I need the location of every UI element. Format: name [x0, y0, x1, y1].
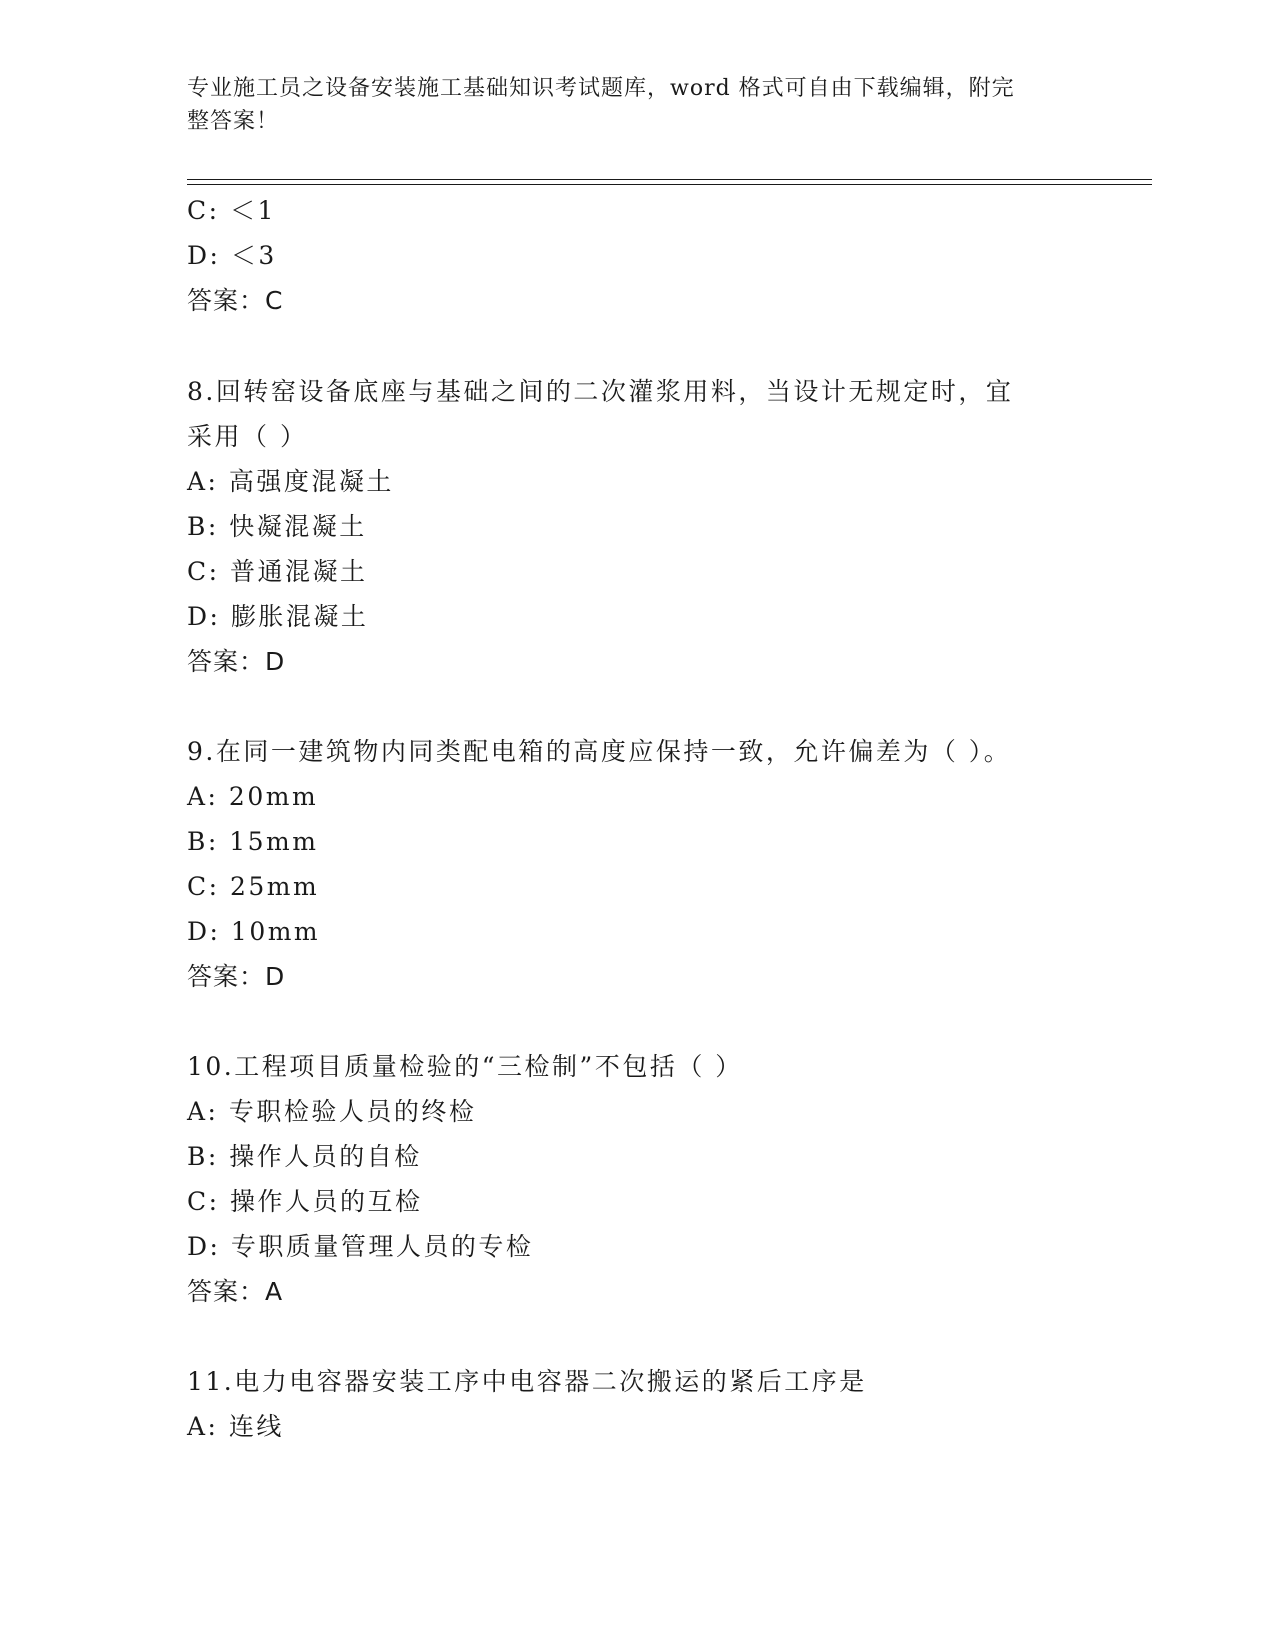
q9-stem: 9.在同一建筑物内同类配电箱的高度应保持一致，允许偏差为（ ）。 [187, 737, 1012, 766]
q9-option-c: C: 25mm [187, 872, 320, 901]
q10-option-a: A: 专职检验人员的终检 [187, 1097, 477, 1126]
header-divider-bottom [187, 184, 1152, 185]
q8-option-a: A: 高强度混凝土 [187, 467, 394, 496]
q10-option-b: B: 操作人员的自检 [187, 1142, 422, 1171]
q7-answer: 答案：C [187, 286, 284, 315]
header-line-2: 整答案！ [187, 109, 280, 134]
q10-option-d: D: 专职质量管理人员的专检 [187, 1232, 534, 1261]
q8-stem-line-2: 采用（ ） [187, 422, 308, 451]
q8-option-d: D: 膨胀混凝土 [187, 602, 369, 631]
q10-option-c: C: 操作人员的互检 [187, 1187, 423, 1216]
q8-answer: 答案：D [187, 647, 286, 676]
q8-option-b: B: 快凝混凝土 [187, 512, 367, 541]
q7-option-c: C: ＜1 [187, 196, 276, 225]
q9-option-d: D: 10mm [187, 917, 321, 946]
q8-option-c: C: 普通混凝土 [187, 557, 368, 586]
header-divider-top [187, 179, 1152, 180]
q9-option-a: A: 20mm [187, 782, 319, 811]
header-line-1: 专业施工员之设备安装施工基础知识考试题库，word 格式可自由下载编辑，附完 [187, 76, 1015, 101]
document-header [187, 72, 1067, 138]
q10-stem: 10.工程项目质量检验的“三检制”不包括（ ） [187, 1052, 743, 1081]
q11-option-a: A: 连线 [187, 1412, 284, 1441]
q11-stem: 11.电力电容器安装工序中电容器二次搬运的紧后工序是 [187, 1367, 867, 1396]
q8-stem-line-1: 8.回转窑设备底座与基础之间的二次灌浆用料，当设计无规定时，宜 [187, 377, 1014, 406]
q9-answer: 答案：D [187, 962, 286, 991]
q7-option-d: D: ＜3 [187, 241, 277, 270]
q9-option-b: B: 15mm [187, 827, 319, 856]
q10-answer: 答案：A [187, 1277, 284, 1306]
